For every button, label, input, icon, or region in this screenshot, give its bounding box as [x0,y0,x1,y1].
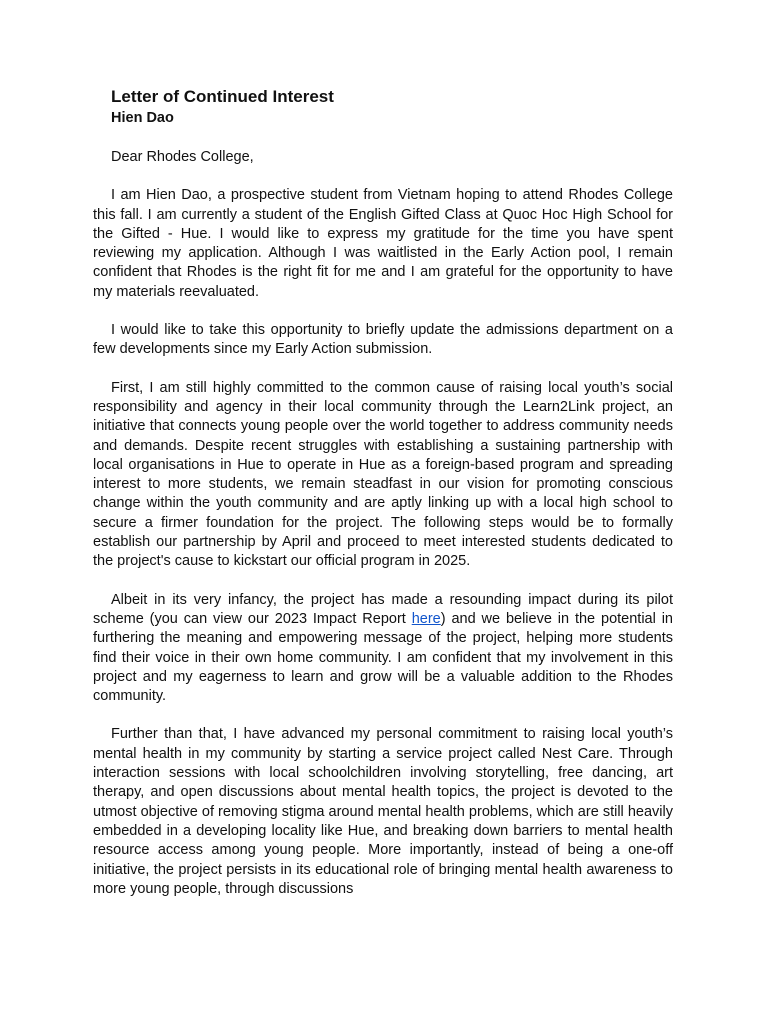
letter-document [93,86,673,899]
paragraph-introduction: I am Hien Dao, a prospective student from Vietnam hoping to attend Rhodes College this fall. I am currently a student of the English Gifted Class at Quoc Hoc High School for the Gifted - Hue. I would like to express my gratitude for the time you have spent reviewing my application. Although I was waitlisted in the Early Action pool, I remain confident that Rhodes is the right fit for me and I am grateful for the opportunity to have my materials reevaluated. [93,187,673,300]
paragraph-nest-care: Further than that, I have advanced my personal commitment to raising local youth’s mental health in my community by starting a service project called Nest Care. Through interaction sessions with local schoolchildren involving storytelling, free dancing, art therapy, and open discussions about mental health topics, the project is devoted to the utmost objective of removing stigma around mental health problems, which are still heavily embedded in a developing locality like Hue, and breaking down barriers to mental health resource access among young people. More importantly, instead of being a one-off initiative, the project persists in its educational role of bringing mental health awareness to more young people, through discussions [93,726,673,897]
impact-text-after: ) and we believe in the potential in furthering the meaning and empowering message of the project, helping more students find their voice in their own home community. I am confident that my involvement in this project and my eagerness to learn and grow will be a valuable addition to the Rhodes community. [93,610,673,705]
author-name: Hien Dao [111,110,174,126]
paragraph-impact-report [93,591,673,707]
impact-report-link[interactable]: here [411,610,441,627]
salutation: Dear Rhodes College, [111,149,254,165]
letter-title: Letter of Continued Interest [111,87,334,106]
paragraph-learn2link: First, I am still highly committed to the common cause of raising local youth’s social responsibility and agency in their local community through the Learn2Link project, an initiative that connects young people over the world together to address community needs and demands. Despite recent struggles with establishing a sustaining partnership with local organisations in Hue to operate in Hue as a foreign-based program and spreading interest to more students, we remain steadfast in our vision for promoting conscious change within the youth community and are aptly linking up with a local high school to secure a firmer foundation for the project. The following steps would be to formally establish our partnership by April and proceed to meet interested students dedicated to the project's cause to kickstart our official program in 2025. [93,379,673,570]
impact-text-before: Albeit in its very infancy, the project has made a resounding impact during its pilot scheme (you can view our 2023 Impact Report [93,591,673,627]
paragraph-update-intro: I would like to take this opportunity to briefly update the admissions department on a few developments since my Early Action submission. [93,322,673,358]
